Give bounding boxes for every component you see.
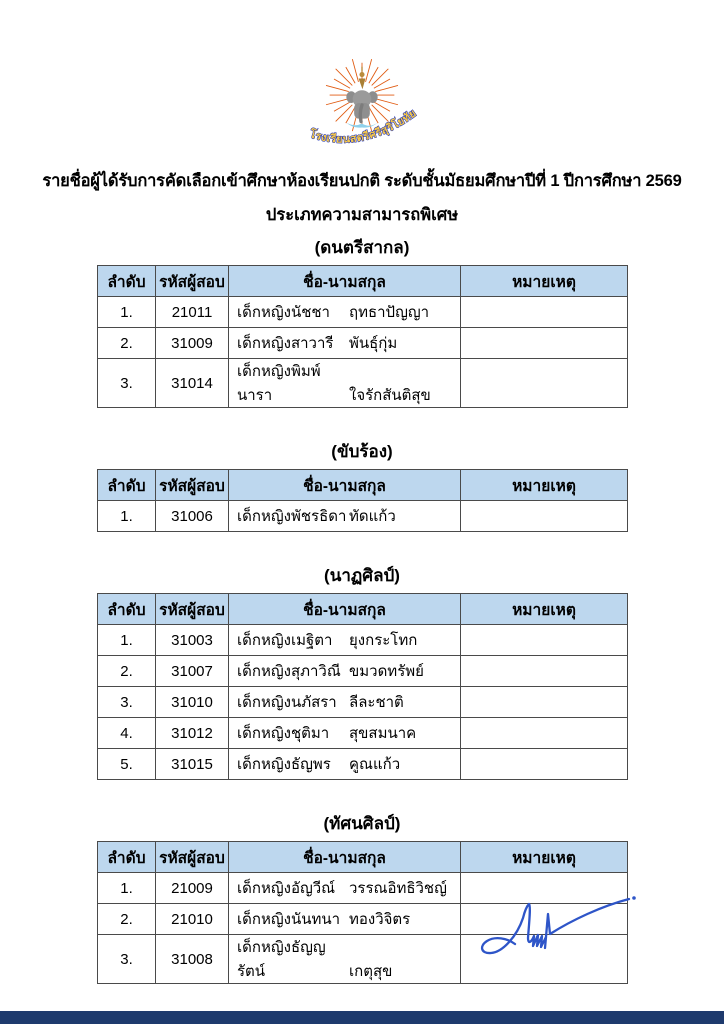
row-name-cell — [229, 359, 461, 408]
row-surname: สุขสมนาค — [349, 725, 417, 742]
row-given-name: เด็กหญิงนันทนา — [237, 911, 341, 928]
row-name-cell — [229, 718, 461, 749]
page-subtitle: ประเภทความสามารถพิเศษ — [265, 206, 459, 224]
col-header-note: หมายเหตุ — [461, 594, 628, 625]
table-row — [98, 297, 628, 328]
col-header-note: หมายเหตุ — [461, 266, 628, 297]
row-given-name: เด็กหญิงนัชชา — [237, 304, 330, 321]
row-given-name: เด็กหญิงเมฐิตา — [237, 632, 333, 649]
table-row — [98, 625, 628, 656]
row-note — [461, 687, 628, 718]
row-no: 3. — [98, 935, 156, 984]
row-surname: ทองวิจิตร — [349, 911, 411, 928]
row-surname: ลีละชาติ — [349, 694, 404, 711]
row-name-cell — [229, 297, 461, 328]
footer-bar — [0, 1011, 724, 1024]
school-emblem-icon — [286, 52, 438, 150]
row-given-name: เด็กหญิงสาวารี — [237, 335, 334, 352]
row-name-cell — [229, 656, 461, 687]
row-name-cell — [229, 687, 461, 718]
section-thai-dance — [97, 562, 627, 780]
section-heading: (นาฏศิลป์) — [324, 566, 400, 585]
row-code: 31014 — [156, 359, 229, 408]
row-surname: ทัดแก้ว — [349, 508, 396, 525]
table-row — [98, 501, 628, 532]
row-given-name: เด็กหญิงนภัสรา — [237, 694, 337, 711]
col-header-no: ลำดับ — [98, 594, 156, 625]
section-singing — [97, 438, 627, 532]
row-no: 1. — [98, 625, 156, 656]
row-note — [461, 328, 628, 359]
row-code: 31008 — [156, 935, 229, 984]
row-note — [461, 656, 628, 687]
col-header-note: หมายเหตุ — [461, 842, 628, 873]
row-code: 21009 — [156, 873, 229, 904]
row-no: 3. — [98, 359, 156, 408]
row-code: 31007 — [156, 656, 229, 687]
row-surname: เกตุสุข — [349, 963, 393, 980]
row-no: 2. — [98, 904, 156, 935]
row-name-cell — [229, 749, 461, 780]
content-area — [97, 234, 627, 984]
row-code: 31015 — [156, 749, 229, 780]
col-header-no: ลำดับ — [98, 470, 156, 501]
row-no: 5. — [98, 749, 156, 780]
col-header-note: หมายเหตุ — [461, 470, 628, 501]
row-code: 31003 — [156, 625, 229, 656]
signature-icon — [477, 890, 642, 964]
table-header-row — [98, 594, 628, 625]
row-name-cell — [229, 501, 461, 532]
row-given-name: เด็กหญิงชุติมา — [237, 725, 330, 742]
table-row — [98, 718, 628, 749]
row-name-cell — [229, 873, 461, 904]
row-name-cell — [229, 625, 461, 656]
col-header-name: ชื่อ-นามสกุล — [229, 594, 461, 625]
col-header-code: รหัสผู้สอบ — [156, 594, 229, 625]
col-header-code: รหัสผู้สอบ — [156, 842, 229, 873]
section-heading: (ทัศนศิลป์) — [323, 814, 401, 833]
row-note — [461, 749, 628, 780]
row-given-name: เด็กหญิงพิมพ์นารา — [237, 363, 321, 404]
col-header-no: ลำดับ — [98, 842, 156, 873]
row-surname: พันธุ์กุ่ม — [349, 335, 398, 352]
page-title: รายชื่อผู้ได้รับการคัดเลือกเข้าศึกษาห้องเรียนปกติ ระดับชั้นมัธยมศึกษาปีที่ 1 ปีการศึกษา 2569 — [42, 172, 682, 190]
roster-table — [97, 593, 628, 780]
row-note — [461, 625, 628, 656]
table-header-row — [98, 470, 628, 501]
row-code: 31012 — [156, 718, 229, 749]
row-given-name: เด็กหญิงธัญพร — [237, 756, 331, 773]
row-no: 4. — [98, 718, 156, 749]
table-row — [98, 359, 628, 408]
row-name-cell — [229, 904, 461, 935]
col-header-name: ชื่อ-นามสกุล — [229, 470, 461, 501]
section-heading: (ขับร้อง) — [331, 442, 393, 461]
table-header-row — [98, 266, 628, 297]
table-row — [98, 749, 628, 780]
table-header-row — [98, 842, 628, 873]
row-no: 2. — [98, 328, 156, 359]
row-note — [461, 359, 628, 408]
row-given-name: เด็กหญิงอัญวีณ์ — [237, 880, 336, 897]
table-row — [98, 656, 628, 687]
row-surname: วรรณอิทธิวิชญ์ — [349, 880, 447, 897]
section-heading: (ดนตรีสากล) — [314, 238, 410, 257]
row-surname: คูณแก้ว — [349, 756, 401, 773]
section-international-music — [97, 234, 627, 408]
row-surname: ฤทธาปัญญา — [349, 304, 430, 321]
col-header-name: ชื่อ-นามสกุล — [229, 842, 461, 873]
row-given-name: เด็กหญิงธัญญรัตน์ — [237, 939, 326, 980]
roster-table — [97, 469, 628, 532]
table-row — [98, 328, 628, 359]
logo-container — [0, 0, 724, 155]
row-no: 1. — [98, 297, 156, 328]
row-note — [461, 501, 628, 532]
col-header-name: ชื่อ-นามสกุล — [229, 266, 461, 297]
roster-table — [97, 265, 628, 408]
row-given-name: เด็กหญิงพัชรธิดา — [237, 508, 347, 525]
row-given-name: เด็กหญิงสุภาวิณี — [237, 663, 341, 680]
row-no: 3. — [98, 687, 156, 718]
logo-banner-text: โรงเรียนสตรีศรีสุริโยทัย — [308, 107, 419, 146]
row-surname: ใจรักสันติสุข — [349, 387, 431, 404]
col-header-code: รหัสผู้สอบ — [156, 266, 229, 297]
row-note — [461, 297, 628, 328]
row-name-cell — [229, 935, 461, 984]
row-code: 21010 — [156, 904, 229, 935]
row-code: 21011 — [156, 297, 229, 328]
table-row — [98, 687, 628, 718]
col-header-no: ลำดับ — [98, 266, 156, 297]
row-no: 1. — [98, 873, 156, 904]
row-no: 2. — [98, 656, 156, 687]
col-header-code: รหัสผู้สอบ — [156, 470, 229, 501]
row-note — [461, 718, 628, 749]
row-surname: ขมวดทรัพย์ — [349, 663, 424, 680]
row-name-cell — [229, 328, 461, 359]
row-code: 31009 — [156, 328, 229, 359]
row-code: 31010 — [156, 687, 229, 718]
row-surname: ยุงกระโทก — [349, 632, 418, 649]
row-no: 1. — [98, 501, 156, 532]
row-code: 31006 — [156, 501, 229, 532]
